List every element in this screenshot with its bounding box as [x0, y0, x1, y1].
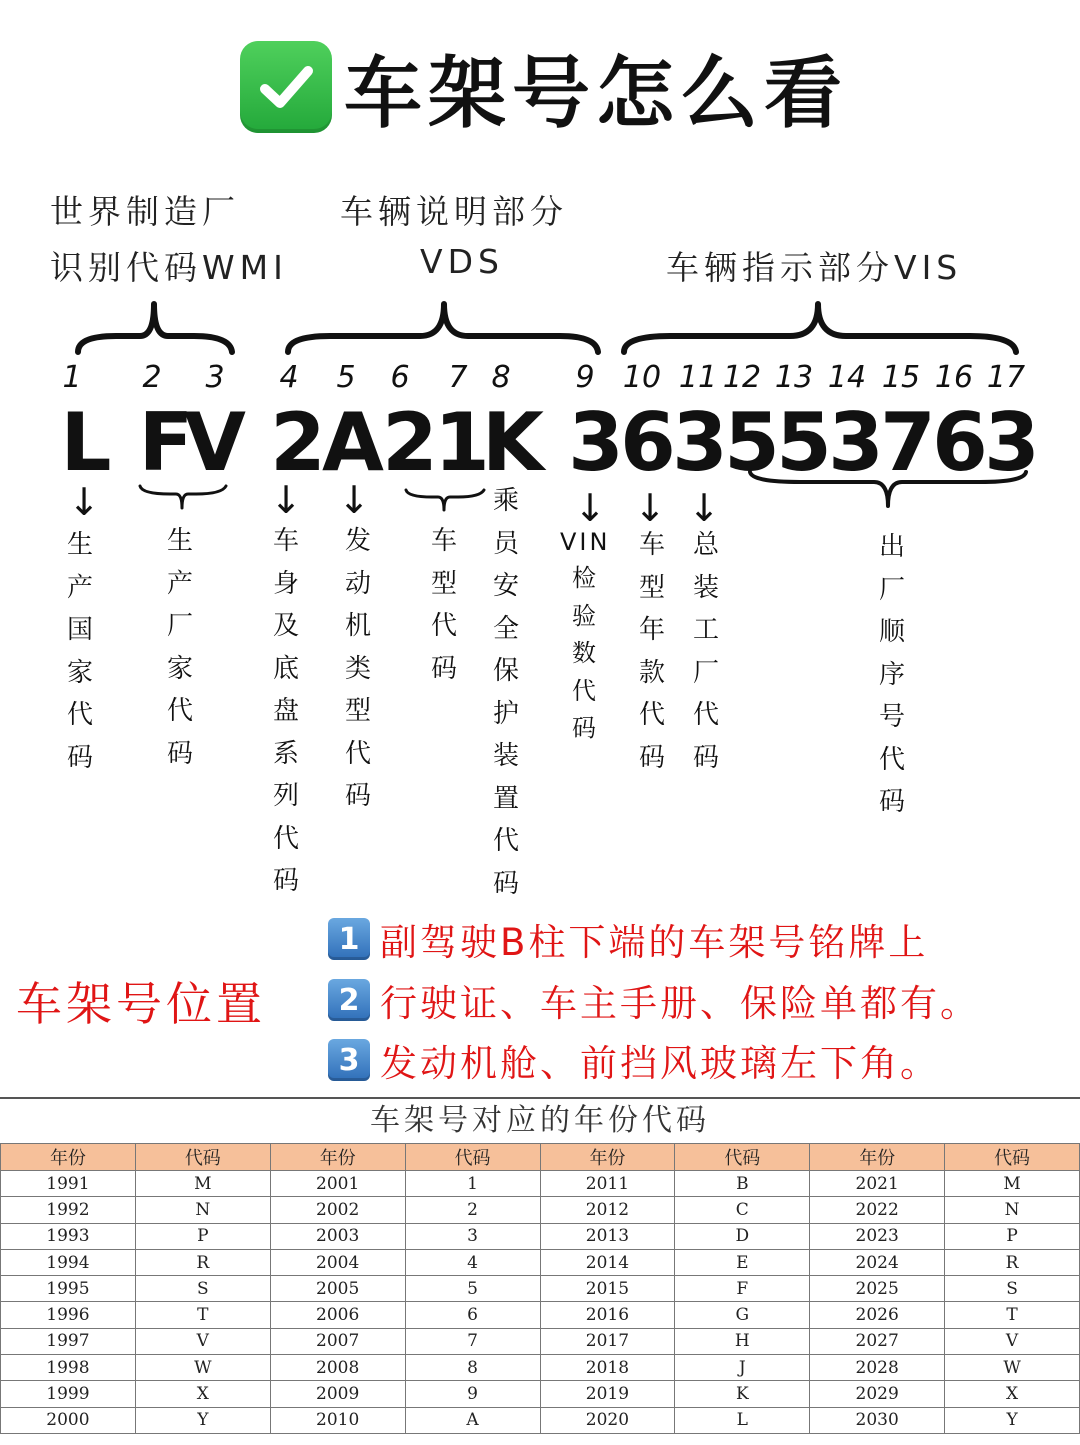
year-cell: 2024 — [810, 1249, 945, 1275]
code-cell: 6 — [405, 1302, 540, 1328]
year-cell: 2010 — [270, 1407, 405, 1433]
position-number: 12 — [722, 360, 762, 395]
code-cell: N — [945, 1197, 1080, 1223]
column-header: 年份 — [1, 1144, 136, 1171]
year-cell: 2014 — [540, 1249, 675, 1275]
desc-manufacturer-code: 生产厂家代码 — [166, 526, 193, 769]
year-cell: 2006 — [270, 1302, 405, 1328]
desc-restraint-code: 乘员安全保护装置代码 — [492, 486, 519, 899]
code-cell: B — [675, 1171, 810, 1197]
arrow-down-icon: ↓ — [68, 480, 100, 524]
code-cell: 9 — [405, 1381, 540, 1407]
table-header-row — [1, 1144, 1080, 1171]
year-cell: 2002 — [270, 1197, 405, 1223]
code-cell: G — [675, 1302, 810, 1328]
year-cell: 1991 — [1, 1171, 136, 1197]
code-cell: P — [945, 1223, 1080, 1249]
year-cell: 1995 — [1, 1276, 136, 1302]
manufacturer-brace — [140, 486, 226, 508]
wmi-heading-line2: 识别代码WMI — [50, 248, 288, 287]
code-cell: X — [945, 1381, 1080, 1407]
position-number: 16 — [934, 360, 974, 395]
position-number: 6 — [390, 360, 410, 395]
table-row — [1, 1197, 1080, 1223]
year-cell: 2007 — [270, 1328, 405, 1354]
year-cell: 2013 — [540, 1223, 675, 1249]
desc-country-code: 生产国家代码 — [66, 530, 93, 773]
vin-char: 6 — [620, 396, 676, 489]
number-3-icon: 3 — [328, 1039, 370, 1081]
year-cell: 2004 — [270, 1249, 405, 1275]
year-cell: 1993 — [1, 1223, 136, 1249]
code-cell: A — [405, 1407, 540, 1433]
code-cell: M — [945, 1171, 1080, 1197]
code-cell: C — [675, 1197, 810, 1223]
position-number: 8 — [491, 360, 511, 395]
position-number: 14 — [827, 360, 867, 395]
column-header: 年份 — [810, 1144, 945, 1171]
column-header: 代码 — [405, 1144, 540, 1171]
code-cell: 2 — [405, 1197, 540, 1223]
year-cell: 2019 — [540, 1381, 675, 1407]
vin-char: V — [184, 396, 246, 489]
code-cell: Y — [945, 1407, 1080, 1433]
vds-heading-line1: 车辆说明部分 — [340, 192, 568, 231]
year-cell: 2021 — [810, 1171, 945, 1197]
year-cell: 1997 — [1, 1328, 136, 1354]
vin-char: 5 — [724, 396, 780, 489]
code-cell: 1 — [405, 1171, 540, 1197]
code-cell: S — [135, 1276, 270, 1302]
year-cell: 2001 — [270, 1171, 405, 1197]
year-cell: 2020 — [540, 1407, 675, 1433]
code-cell: X — [135, 1381, 270, 1407]
serial-brace — [750, 472, 1026, 506]
arrow-down-icon: ↓ — [634, 486, 666, 530]
column-header: 年份 — [270, 1144, 405, 1171]
position-number: 5 — [336, 360, 356, 395]
year-cell: 2009 — [270, 1381, 405, 1407]
year-cell: 2028 — [810, 1355, 945, 1381]
vin-char: 6 — [932, 396, 988, 489]
arrow-down-icon: ↓ — [688, 486, 720, 530]
year-code-table — [0, 1097, 1080, 1445]
code-cell: K — [675, 1381, 810, 1407]
brace-group-bottom — [0, 0, 1080, 524]
position-number: 17 — [986, 360, 1026, 395]
code-cell: 5 — [405, 1276, 540, 1302]
table-row — [1, 1381, 1080, 1407]
location-item — [328, 975, 980, 1025]
vin-char: K — [482, 396, 544, 489]
arrow-down-icon: ↓ — [270, 478, 302, 522]
table-row — [1, 1355, 1080, 1381]
year-cell: 2011 — [540, 1171, 675, 1197]
position-number: 11 — [678, 360, 718, 395]
code-cell: R — [135, 1249, 270, 1275]
vin-location-heading: 车架号位置 — [16, 977, 266, 1031]
year-cell: 2017 — [540, 1328, 675, 1354]
year-cell: 2027 — [810, 1328, 945, 1354]
year-cell: 1998 — [1, 1355, 136, 1381]
code-cell: T — [135, 1302, 270, 1328]
arrow-down-icon: ↓ — [338, 478, 370, 522]
arrow-down-icon: ↓ — [574, 486, 606, 530]
vin-char: 3 — [568, 396, 624, 489]
vin-char: L — [60, 396, 112, 489]
column-header: 代码 — [945, 1144, 1080, 1171]
vin-char: 1 — [434, 396, 490, 489]
vin-char: 2 — [270, 396, 326, 489]
year-cell: 2018 — [540, 1355, 675, 1381]
vin-char: 3 — [984, 396, 1040, 489]
vin-char: 3 — [672, 396, 728, 489]
code-cell: P — [135, 1223, 270, 1249]
table-row — [1, 1328, 1080, 1354]
column-header: 代码 — [675, 1144, 810, 1171]
code-cell: D — [675, 1223, 810, 1249]
code-cell: 8 — [405, 1355, 540, 1381]
number-2-icon: 2 — [328, 979, 370, 1021]
year-cell: 2003 — [270, 1223, 405, 1249]
location-item — [328, 914, 928, 964]
page-title: 车架号怎么看 — [344, 49, 849, 139]
code-cell: F — [675, 1276, 810, 1302]
vin-char: 2 — [382, 396, 438, 489]
code-cell: E — [675, 1249, 810, 1275]
table-body — [1, 1171, 1080, 1434]
position-number: 13 — [774, 360, 814, 395]
code-cell: Y — [135, 1407, 270, 1433]
year-cell: 2029 — [810, 1381, 945, 1407]
code-cell: V — [945, 1328, 1080, 1354]
desc-body-chassis-code: 车身及底盘系列代码 — [272, 526, 299, 896]
table-row — [1, 1407, 1080, 1433]
code-cell: V — [135, 1328, 270, 1354]
code-cell: J — [675, 1355, 810, 1381]
code-cell: W — [135, 1355, 270, 1381]
year-cell: 1999 — [1, 1381, 136, 1407]
column-header: 年份 — [540, 1144, 675, 1171]
vin-char: F — [138, 396, 194, 489]
year-cell: 2000 — [1, 1407, 136, 1433]
year-cell: 2023 — [810, 1223, 945, 1249]
year-cell: 1996 — [1, 1302, 136, 1328]
code-cell: 3 — [405, 1223, 540, 1249]
code-cell: T — [945, 1302, 1080, 1328]
code-cell: H — [675, 1328, 810, 1354]
year-cell: 2005 — [270, 1276, 405, 1302]
table-row — [1, 1276, 1080, 1302]
desc-serial-number-code: 出厂顺序号代码 — [878, 532, 905, 817]
position-number: 4 — [279, 360, 299, 395]
desc-model-year-code: 车型年款代码 — [638, 530, 665, 773]
year-cell: 1994 — [1, 1249, 136, 1275]
year-cell: 2008 — [270, 1355, 405, 1381]
year-cell: 1992 — [1, 1197, 136, 1223]
position-number: 15 — [881, 360, 921, 395]
code-cell: M — [135, 1171, 270, 1197]
code-cell: S — [945, 1276, 1080, 1302]
vin-char: 5 — [776, 396, 832, 489]
desc-model-code: 车型代码 — [430, 526, 457, 684]
number-1-icon: 1 — [328, 918, 370, 960]
desc-plant-code: 总装工厂代码 — [692, 530, 719, 773]
year-cell: 2026 — [810, 1302, 945, 1328]
year-cell: 2016 — [540, 1302, 675, 1328]
year-cell: 2030 — [810, 1407, 945, 1433]
vin-char: 7 — [880, 396, 936, 489]
desc-check-digit-code: 检验数代码 — [572, 564, 596, 742]
year-cell: 2015 — [540, 1276, 675, 1302]
position-number: 10 — [622, 360, 662, 395]
year-cell: 2012 — [540, 1197, 675, 1223]
code-cell: 4 — [405, 1249, 540, 1275]
column-header: 代码 — [135, 1144, 270, 1171]
desc-check-prefix: VIN — [560, 528, 611, 556]
model-brace — [406, 490, 484, 510]
vis-heading: 车辆指示部分VIS — [666, 248, 963, 287]
vin-char: A — [322, 396, 384, 489]
vds-heading-line2: VDS — [420, 242, 504, 281]
location-item — [328, 1035, 940, 1085]
table-title: 车架号对应的年份代码 — [370, 1103, 710, 1138]
table-row — [1, 1171, 1080, 1197]
position-number: 9 — [575, 360, 595, 395]
year-cell: 2022 — [810, 1197, 945, 1223]
location-text: 行驶证、车主手册、保险单都有。 — [380, 982, 980, 1025]
year-cell: 2025 — [810, 1276, 945, 1302]
position-number: 7 — [448, 360, 468, 395]
code-cell: R — [945, 1249, 1080, 1275]
code-cell: L — [675, 1407, 810, 1433]
wmi-heading-line1: 世界制造厂 — [50, 192, 240, 231]
year-table-grid — [0, 1143, 1080, 1434]
code-cell: 7 — [405, 1328, 540, 1354]
location-text: 发动机舱、前挡风玻璃左下角。 — [380, 1042, 940, 1085]
code-cell: W — [945, 1355, 1080, 1381]
vin-char: 3 — [828, 396, 884, 489]
position-number: 3 — [205, 360, 225, 395]
position-number: 1 — [62, 360, 82, 395]
code-cell: N — [135, 1197, 270, 1223]
table-row — [1, 1302, 1080, 1328]
table-row — [1, 1223, 1080, 1249]
table-row — [1, 1249, 1080, 1275]
desc-engine-type-code: 发动机类型代码 — [344, 526, 371, 811]
location-text: 副驾驶B柱下端的车架号铭牌上 — [380, 921, 929, 964]
position-number: 2 — [142, 360, 162, 395]
